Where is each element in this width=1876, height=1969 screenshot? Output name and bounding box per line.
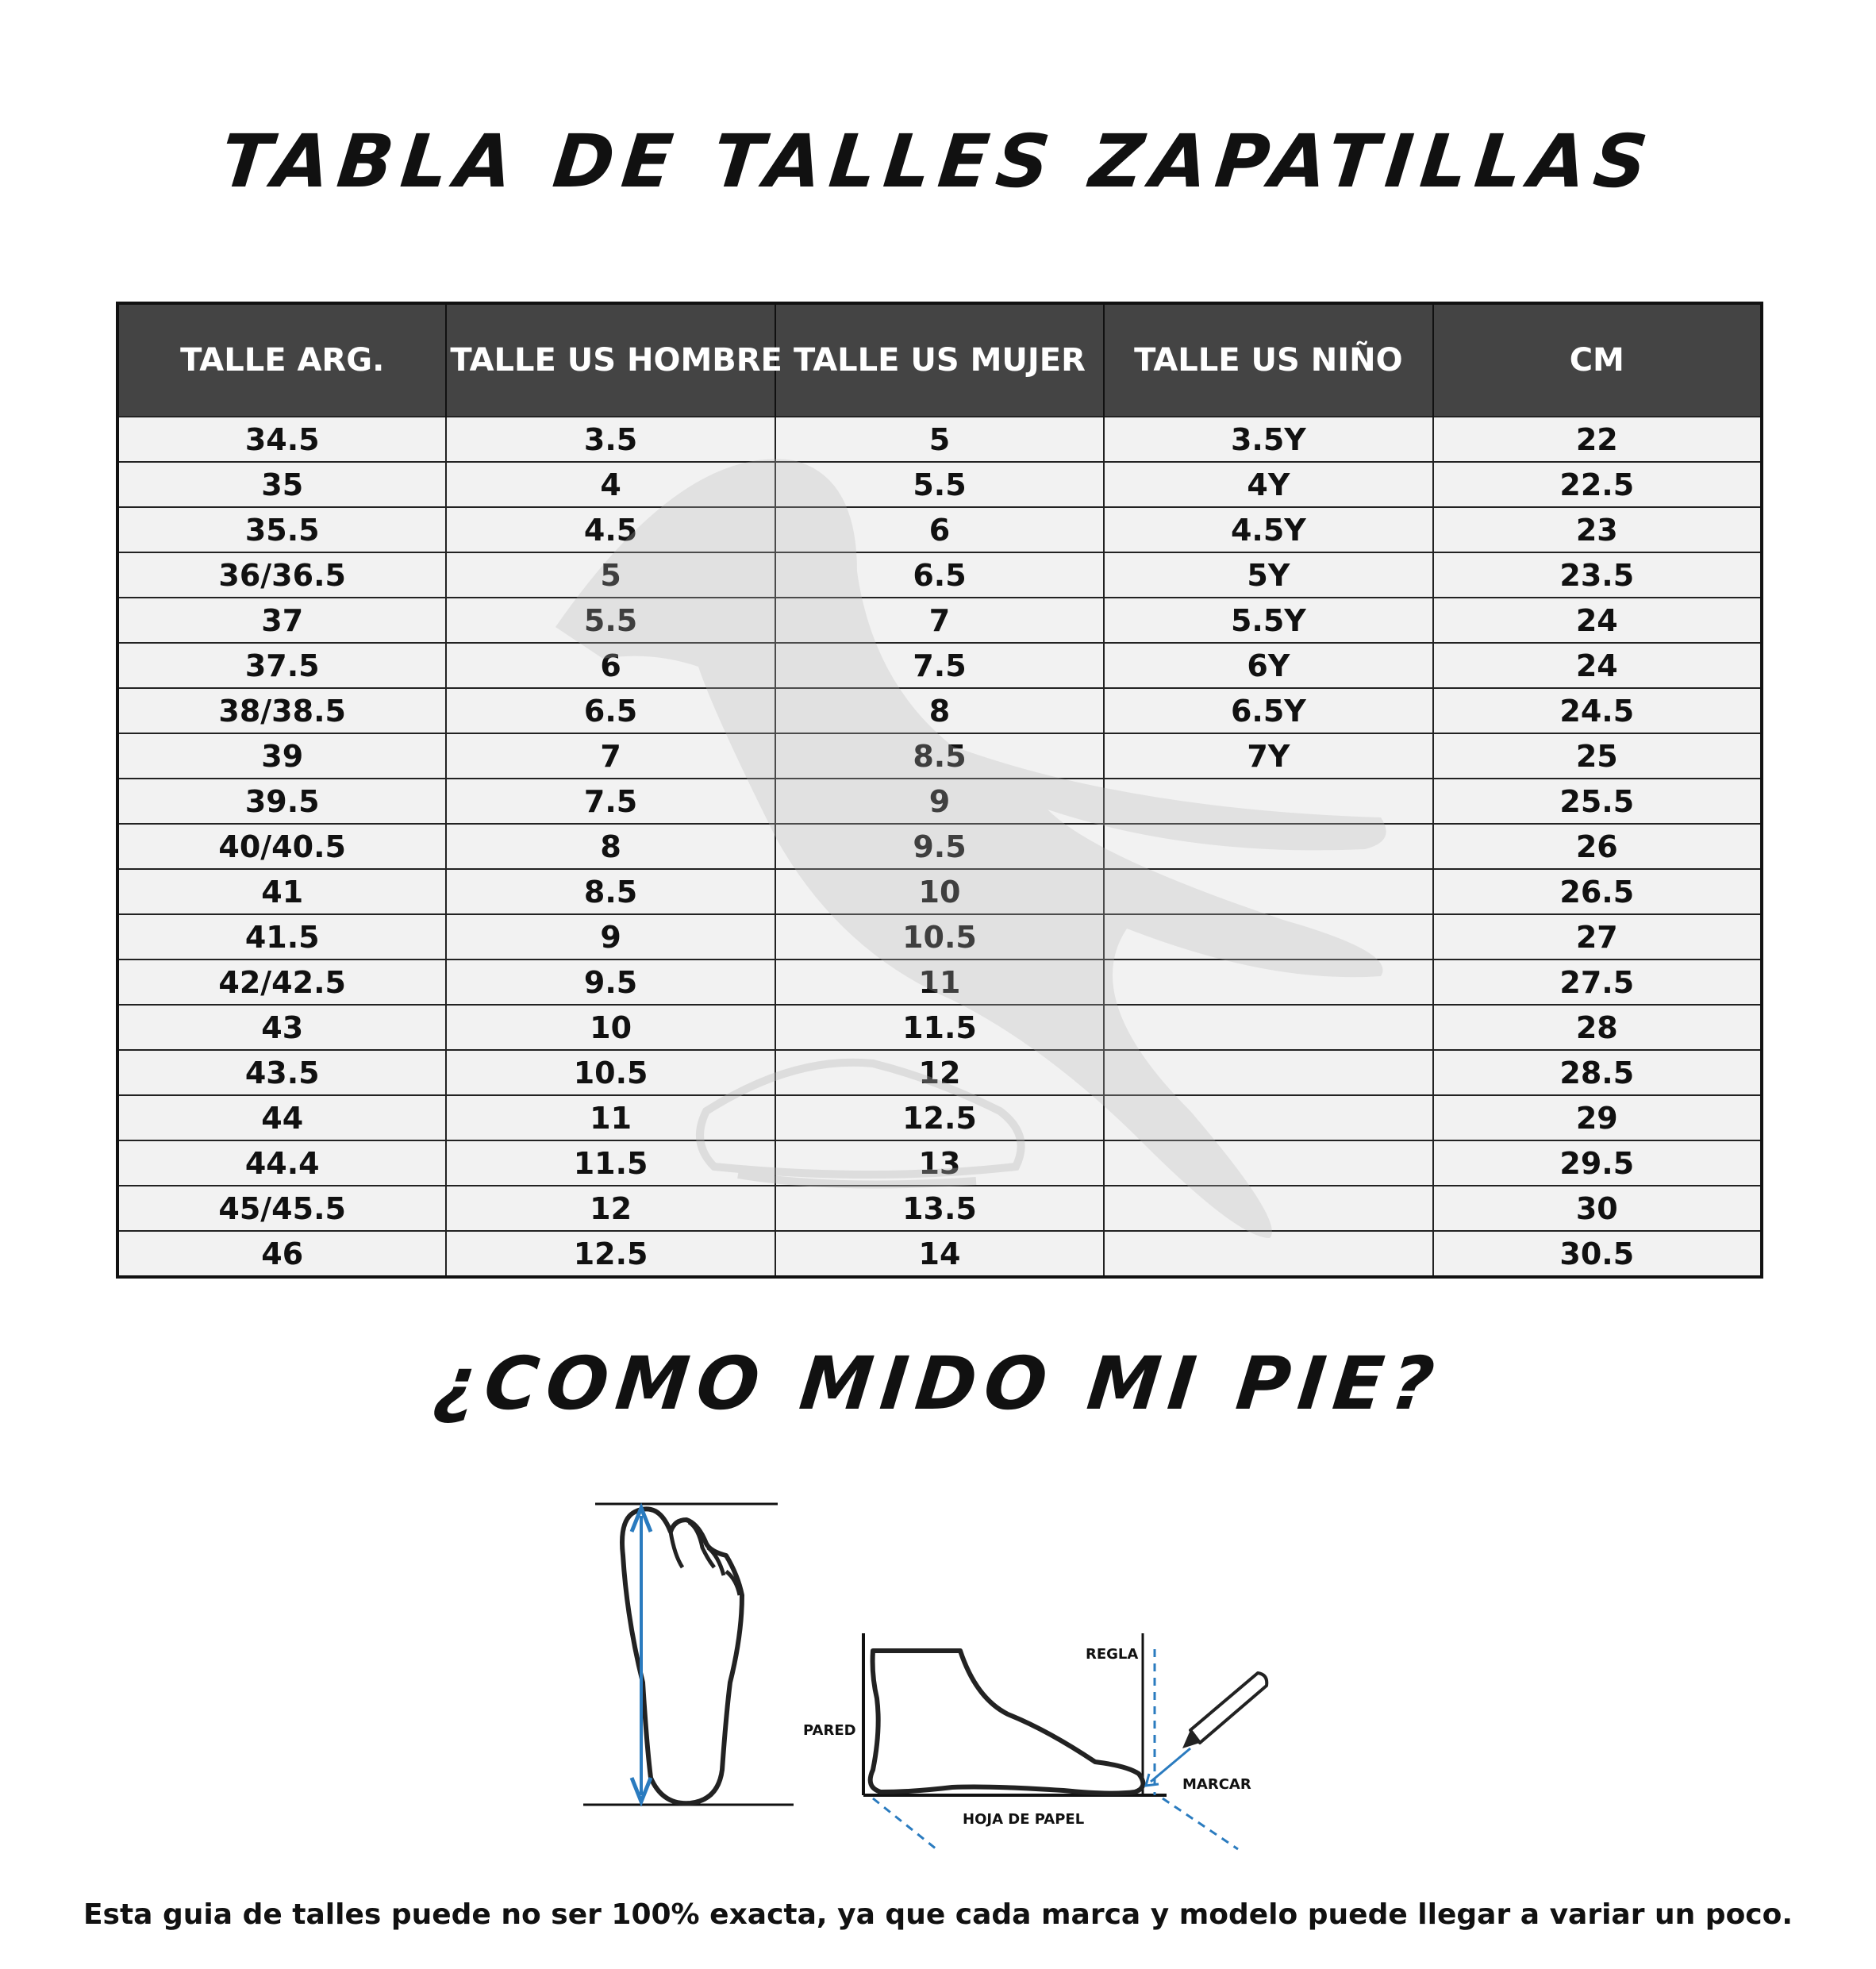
table-cell: 34.5	[117, 417, 446, 462]
table-cell: 41.5	[117, 914, 446, 960]
table-cell: 25	[1433, 733, 1762, 779]
table-cell: 5.5	[446, 598, 775, 643]
table-cell: 10.5	[775, 914, 1104, 960]
table-cell: 36/36.5	[117, 552, 446, 598]
disclaimer-text: Esta guia de talles puede no ser 100% exacta, ya que cada marca y modelo puede llegar a variar un poco.	[83, 1898, 1793, 1931]
table-cell: 35	[117, 462, 446, 507]
table-cell: 27.5	[1433, 960, 1762, 1005]
table-cell: 13	[775, 1140, 1104, 1186]
table-cell: 10.5	[446, 1050, 775, 1095]
table-cell: 27	[1433, 914, 1762, 960]
table-cell: 4	[446, 462, 775, 507]
table-cell: 7.5	[446, 779, 775, 824]
table-cell: 39.5	[117, 779, 446, 824]
table-cell: 4.5	[446, 507, 775, 552]
wall-label: PARED	[803, 1722, 856, 1739]
column-header: TALLE US MUJER	[775, 303, 1104, 417]
table-cell: 6	[775, 507, 1104, 552]
table-cell: 5	[775, 417, 1104, 462]
table-cell: 10	[775, 869, 1104, 914]
table-cell: 8	[446, 824, 775, 869]
table-cell: 13.5	[775, 1186, 1104, 1231]
table-cell: 4.5Y	[1104, 507, 1432, 552]
table-cell: 9.5	[775, 824, 1104, 869]
table-cell: 26	[1433, 824, 1762, 869]
table-cell: 39	[117, 733, 446, 779]
table-cell: 22	[1433, 417, 1762, 462]
column-header: CM	[1433, 303, 1762, 417]
table-cell: 23.5	[1433, 552, 1762, 598]
table-cell: 46	[117, 1231, 446, 1277]
table-cell: 44	[117, 1095, 446, 1140]
table-cell: 29.5	[1433, 1140, 1762, 1186]
table-cell: 11.5	[775, 1005, 1104, 1050]
table-cell: 28	[1433, 1005, 1762, 1050]
table-cell: 12	[775, 1050, 1104, 1095]
table-cell: 37.5	[117, 643, 446, 688]
table-cell: 12.5	[775, 1095, 1104, 1140]
page-title: TABLA DE TALLES ZAPATILLAS	[217, 119, 1659, 204]
ruler-label: REGLA	[1086, 1646, 1139, 1663]
foot-top-view-icon	[583, 1504, 794, 1805]
table-cell: 42/42.5	[117, 960, 446, 1005]
table-cell: 10	[446, 1005, 775, 1050]
table-cell: 11	[775, 960, 1104, 1005]
column-header: TALLE US HOMBRE	[446, 303, 775, 417]
table-cell: 14	[775, 1231, 1104, 1277]
table-cell: 41	[117, 869, 446, 914]
table-cell: 7.5	[775, 643, 1104, 688]
table-cell: 9.5	[446, 960, 775, 1005]
table-cell: 6.5	[446, 688, 775, 733]
table-cell: 43.5	[117, 1050, 446, 1095]
column-header: TALLE US NIÑO	[1104, 303, 1432, 417]
table-cell: 44.4	[117, 1140, 446, 1186]
paper-label: HOJA DE PAPEL	[963, 1811, 1085, 1828]
table-cell: 22.5	[1433, 462, 1762, 507]
table-cell: 35.5	[117, 507, 446, 552]
table-cell: 6Y	[1104, 643, 1432, 688]
table-cell: 43	[117, 1005, 446, 1050]
table-cell: 8	[775, 688, 1104, 733]
column-header: TALLE ARG.	[117, 303, 446, 417]
table-cell: 24.5	[1433, 688, 1762, 733]
table-cell: 45/45.5	[117, 1186, 446, 1231]
table-cell: 6.5Y	[1104, 688, 1432, 733]
table-cell: 5	[446, 552, 775, 598]
table-cell: 12.5	[446, 1231, 775, 1277]
table-cell: 3.5	[446, 417, 775, 462]
table-cell: 24	[1433, 598, 1762, 643]
table-cell: 9	[775, 779, 1104, 824]
pencil-icon	[1182, 1673, 1267, 1748]
table-cell: 5Y	[1104, 552, 1432, 598]
table-cell: 37	[117, 598, 446, 643]
how-to-measure-title: ¿COMO MIDO MI PIE?	[429, 1341, 1447, 1426]
table-cell: 30.5	[1433, 1231, 1762, 1277]
table-cell: 7	[775, 598, 1104, 643]
table-cell: 7	[446, 733, 775, 779]
table-cell: 28.5	[1433, 1050, 1762, 1095]
table-cell: 26.5	[1433, 869, 1762, 914]
table-cell: 8.5	[446, 869, 775, 914]
table-cell: 29	[1433, 1095, 1762, 1140]
table-cell: 5.5Y	[1104, 598, 1432, 643]
table-cell: 8.5	[775, 733, 1104, 779]
mark-label: MARCAR	[1182, 1776, 1251, 1793]
table-cell: 4Y	[1104, 462, 1432, 507]
table-cell: 11.5	[446, 1140, 775, 1186]
table-cell: 12	[446, 1186, 775, 1231]
table-cell: 25.5	[1433, 779, 1762, 824]
table-cell: 38/38.5	[117, 688, 446, 733]
table-cell: 24	[1433, 643, 1762, 688]
table-cell: 5.5	[775, 462, 1104, 507]
table-cell: 9	[446, 914, 775, 960]
table-cell: 40/40.5	[117, 824, 446, 869]
table-cell: 23	[1433, 507, 1762, 552]
table-cell: 11	[446, 1095, 775, 1140]
table-cell: 30	[1433, 1186, 1762, 1231]
table-cell: 3.5Y	[1104, 417, 1432, 462]
table-cell: 7Y	[1104, 733, 1432, 779]
table-cell: 6.5	[775, 552, 1104, 598]
table-cell: 6	[446, 643, 775, 688]
